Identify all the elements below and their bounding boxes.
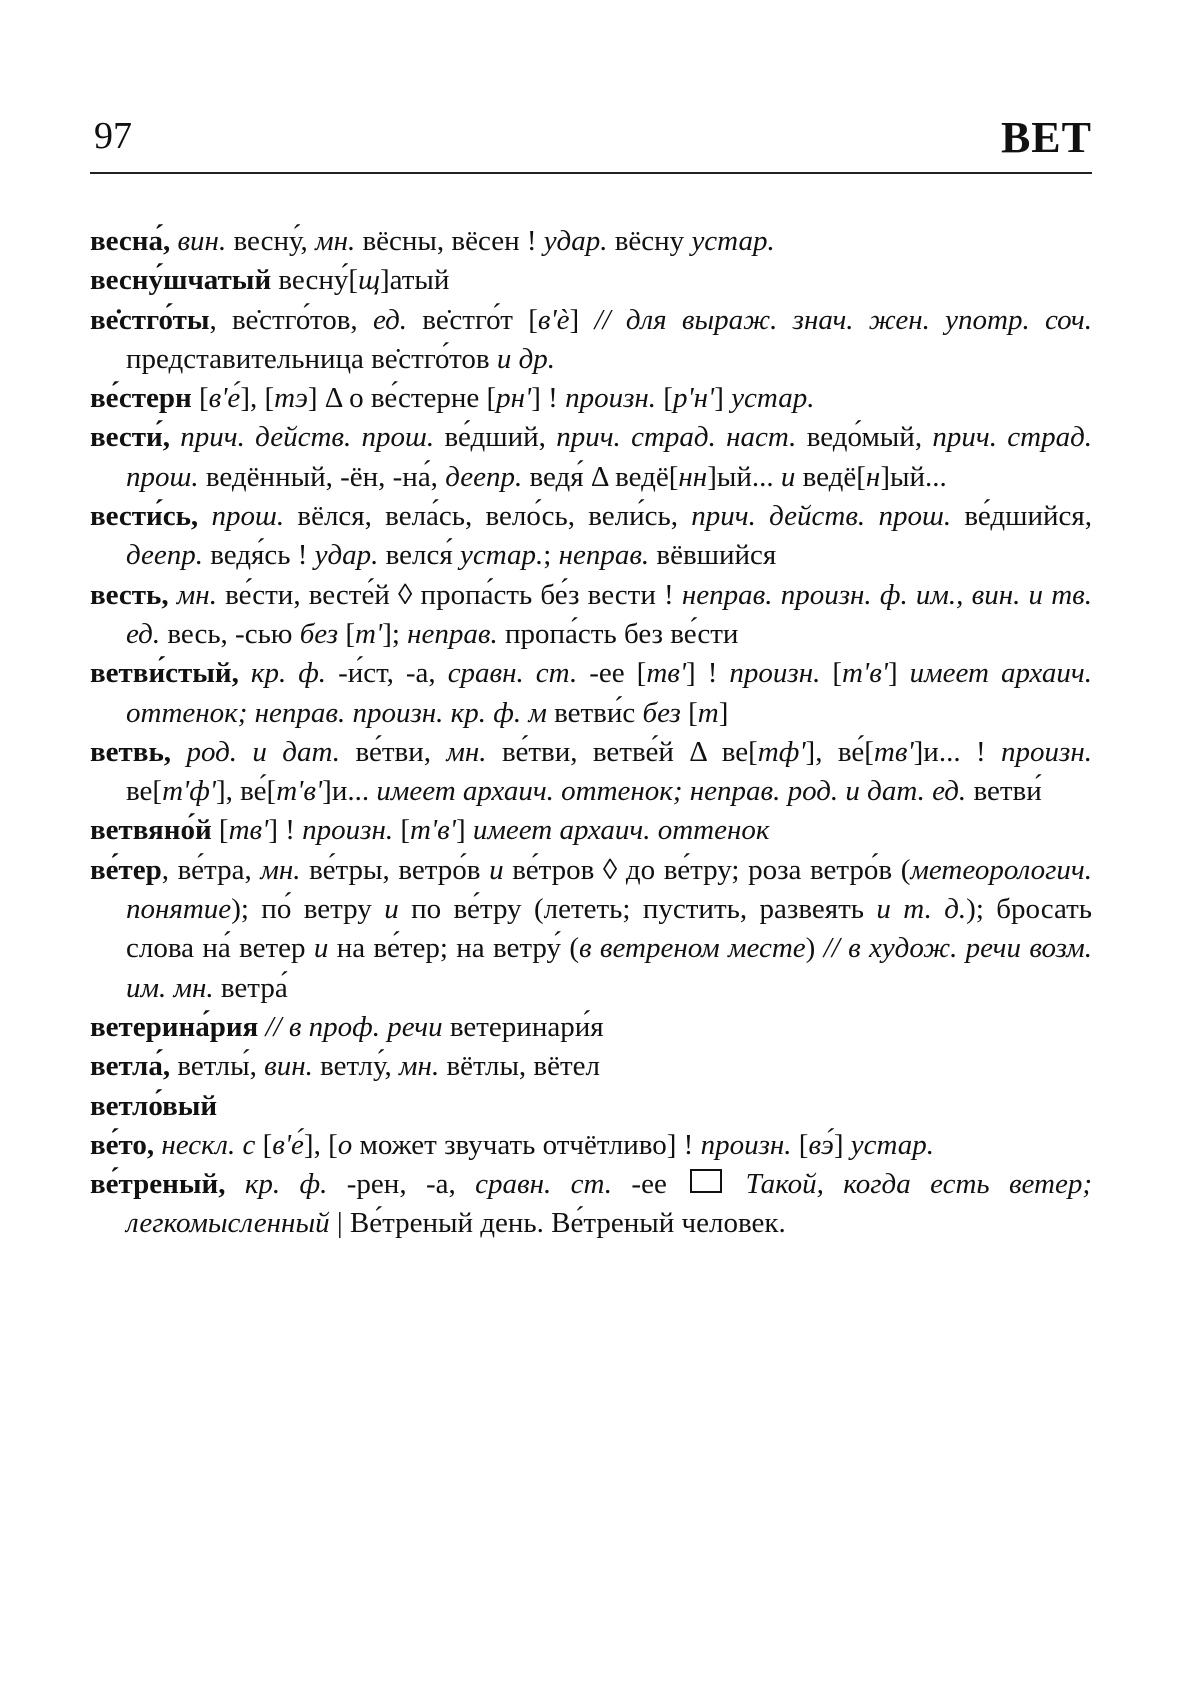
grammar-label: и — [384, 893, 399, 926]
entry-text: ]ый... — [707, 460, 781, 493]
entry-text: вётлы, вётел — [439, 1050, 601, 1083]
entry-text: [ — [338, 617, 356, 650]
grammar-label: произн. — [700, 1128, 792, 1161]
dictionary-entry — [90, 1087, 1092, 1126]
entry-text: по ве́тру (лететь; пустить, развеять — [398, 893, 877, 926]
grammar-label: т — [697, 696, 719, 729]
grammar-label: нескл. с — [161, 1128, 256, 1161]
grammar-label: без — [642, 696, 681, 729]
entry-text: ветеринари́я — [442, 1010, 604, 1043]
grammar-label: без — [299, 617, 339, 650]
entry-list — [90, 222, 1092, 1244]
grammar-label: и др. — [496, 342, 556, 375]
entry-text: | Ве́треный день. Ве́треный человек. — [329, 1207, 786, 1240]
entry-text: ]ый... — [880, 460, 947, 493]
headword-punctuation: , — [163, 735, 187, 768]
entry-headword: весть — [90, 578, 162, 611]
grammar-label: Такой, когда есть ветер; легкомысленный — [126, 1168, 1093, 1240]
grammar-label: т'ф' — [162, 775, 216, 808]
grammar-label: произн. — [565, 382, 657, 415]
grammar-label: имеет архаич. оттенок — [472, 814, 770, 847]
grammar-label: неправ. — [407, 617, 498, 650]
entry-text: ], [ — [303, 1128, 338, 1161]
entry-text: [ — [211, 814, 229, 847]
entry-headword: ве́стерн — [90, 382, 192, 415]
dictionary-entry — [90, 301, 1092, 380]
grammar-label: устар. — [731, 382, 815, 415]
entry-headword: ветвь — [90, 735, 164, 768]
entry-text: ве́тви, ветве́й Δ ве[ — [486, 735, 758, 768]
entry-headword: ветви́стый — [90, 657, 232, 690]
entry-text: ] — [833, 1128, 851, 1161]
entry-text: ве́дший, — [434, 421, 557, 454]
entry-text: , ве́тра, — [161, 853, 261, 886]
grammar-label: прич. действ. прош. — [691, 500, 952, 533]
entry-headword: ве́тер — [90, 853, 162, 886]
running-head: ВЕТ — [1000, 113, 1092, 162]
grammar-label: мн. — [399, 1050, 440, 1083]
page-number: 97 — [94, 115, 132, 157]
grammar-label: тв' — [646, 657, 687, 690]
entry-headword: ве́треный — [90, 1168, 219, 1201]
headword-punctuation: , — [190, 500, 212, 533]
grammar-label: мн. — [260, 853, 301, 886]
entry-text: ветви́с — [546, 696, 643, 729]
page-header — [90, 112, 1092, 174]
entry-text: ] Δ о ве́стерне [ — [307, 382, 497, 415]
entry-text: ведо́мый, — [796, 421, 933, 454]
entry-text: [ — [191, 382, 209, 415]
entry-text: ], ве́[ — [216, 775, 277, 808]
entry-text: весну́, — [226, 225, 316, 257]
entry-text: ведя́сь ! — [203, 539, 315, 572]
grammar-label: мн. — [315, 225, 356, 257]
dictionary-entry — [90, 1126, 1092, 1165]
grammar-label: вин. — [264, 1050, 313, 1083]
entry-text: вёсны, вёсен ! — [355, 225, 544, 257]
grammar-label: и — [489, 853, 504, 886]
entry-text: -и́ст, -а, — [326, 657, 448, 690]
dictionary-entry — [90, 576, 1092, 655]
headword-punctuation: , — [162, 1050, 178, 1083]
entry-text: весну́[ — [271, 264, 359, 297]
dictionary-entry — [90, 1165, 1092, 1244]
entry-text: ве́тров ◊ до ве́тру; роза ветро́в ( — [503, 853, 911, 886]
headword-punctuation: , — [161, 578, 177, 611]
grammar-label: щ — [358, 264, 380, 297]
entry-text: ве[ — [126, 775, 163, 808]
entry-text: весь, -сью — [160, 617, 300, 650]
entry-text: [ — [255, 1128, 273, 1161]
entry-text: ] — [887, 657, 910, 690]
entry-text: [ — [393, 814, 411, 847]
grammar-label: прош. — [211, 500, 285, 533]
entry-text: ]атый — [379, 264, 450, 297]
entry-text: ве́тры, ветро́в — [300, 853, 490, 886]
entry-text: ] — [569, 303, 595, 336]
entry-headword: весну́шчатый — [90, 264, 272, 297]
grammar-label: род. и дат. — [186, 735, 341, 768]
grammar-label: мн. — [176, 578, 217, 611]
entry-headword: ветвяно́й — [90, 814, 212, 847]
dictionary-entry — [90, 811, 1092, 850]
grammar-label: устар. — [459, 539, 544, 572]
grammar-label: устар. — [850, 1128, 935, 1161]
grammar-label: т'в' — [410, 814, 456, 847]
grammar-label: имеет архаич. оттенок; неправ. род. и дат. ед. — [376, 775, 967, 808]
grammar-label: мн. — [446, 735, 487, 768]
grammar-label: прич. страд. наст. — [556, 421, 797, 454]
entry-headword: вести́ — [90, 421, 163, 454]
entry-text: вёсну — [607, 225, 692, 257]
entry-text: ве́сти, весте́й ◊ пропа́сть бе́з вести ! — [216, 578, 682, 611]
grammar-label: // для выраж. знач. жен. употр. соч. — [594, 303, 1092, 336]
dictionary-entry — [90, 1008, 1092, 1047]
grammar-label: сравн. ст. — [447, 657, 578, 690]
entry-text: ]и... ! — [913, 735, 1002, 768]
entry-text: ветлы́, — [177, 1050, 265, 1083]
dictionary-entry — [90, 261, 1092, 300]
entry-text: [ — [680, 696, 698, 729]
entry-text: ведё[ — [795, 460, 866, 493]
headword-punctuation: , — [231, 657, 251, 690]
entry-text: ] ! — [531, 382, 566, 415]
entry-text: -рен, -а, — [327, 1168, 476, 1201]
headword-punctuation: , — [218, 1168, 245, 1201]
entry-text: ]и... — [322, 775, 377, 808]
dictionary-entry — [90, 379, 1092, 418]
entry-headword: весна́ — [90, 225, 163, 257]
dictionary-entry — [90, 497, 1092, 576]
grammar-label: н — [865, 460, 881, 493]
grammar-label: рн' — [496, 382, 532, 415]
entry-text: ведённый, -ён, -на́, — [198, 460, 446, 493]
entry-text: ве̇стго́т [ — [407, 303, 538, 336]
grammar-label: // в проф. речи — [265, 1010, 443, 1043]
grammar-label: в ветреном месте — [579, 932, 806, 965]
grammar-label: произн. — [1001, 735, 1092, 768]
entry-text: ] — [455, 814, 473, 847]
grammar-label: и — [313, 932, 329, 965]
grammar-label: и — [780, 460, 796, 493]
entry-headword: ве̇стго́ты — [90, 303, 210, 336]
entry-headword: ветла́ — [90, 1050, 163, 1083]
grammar-label: ед. — [372, 303, 408, 336]
grammar-label: удар. — [543, 225, 608, 257]
entry-text: [ — [656, 382, 673, 415]
grammar-label: нн — [678, 460, 708, 493]
entry-text: ] ! — [686, 657, 730, 690]
grammar-label: т' — [355, 617, 383, 650]
entry-text: пропа́сть без ве́сти — [497, 617, 739, 650]
entry-headword: ве́то — [90, 1128, 147, 1161]
grammar-label: метеорологич. понятие — [126, 853, 1093, 926]
entry-text: велся́ — [378, 539, 460, 572]
entry-headword: вести́сь — [90, 500, 191, 533]
grammar-label: тф' — [757, 735, 806, 768]
entry-text: ], ве́[ — [805, 735, 874, 768]
entry-text: -ее [ — [577, 657, 647, 690]
entry-text: ] ! — [268, 814, 303, 847]
entry-text: [ — [820, 657, 843, 690]
grammar-label: в'е́ — [272, 1128, 304, 1161]
entry-text: представительница ве̇стго́тов — [126, 342, 497, 375]
entry-text: вёвшийся — [649, 539, 777, 572]
entry-text: ); по́ ветру — [231, 893, 385, 926]
entry-text: -ее — [612, 1168, 687, 1201]
grammar-label: р'н' — [672, 382, 715, 415]
dictionary-entry — [90, 851, 1092, 1008]
entry-text: , ве̇стго́тов, — [209, 303, 373, 336]
headword-punctuation: , — [146, 1128, 162, 1161]
grammar-label: кр. ф. — [244, 1168, 328, 1201]
entry-text: ) — [805, 932, 824, 965]
entry-text: ] — [718, 696, 729, 729]
dictionary-entry — [90, 222, 1092, 261]
grammar-label: деепр. — [445, 460, 523, 493]
grammar-label: т'в' — [842, 657, 888, 690]
entry-text: ветра́ — [213, 971, 288, 1004]
grammar-label: в'е́ — [208, 382, 241, 415]
grammar-label: тв' — [873, 735, 914, 768]
entry-text: ], [ — [240, 382, 275, 415]
entry-text: ]; — [382, 617, 408, 650]
grammar-label: деепр. — [126, 539, 204, 572]
entry-headword: ветерина́рия — [90, 1010, 259, 1043]
entry-text: ветлу́, — [312, 1050, 400, 1083]
grammar-label: произн. — [729, 657, 821, 690]
dictionary-entry — [90, 418, 1092, 497]
dictionary-entry — [90, 733, 1092, 812]
headword-punctuation: , — [162, 421, 181, 454]
entry-text: вёлся, вела́сь, вело́сь, вели́сь, — [284, 500, 692, 533]
entry-text: ве́тви, — [340, 735, 447, 768]
entry-text: ведя́ Δ ведё[ — [522, 460, 679, 493]
definition-box-icon — [690, 1169, 722, 1193]
grammar-label: произн. — [302, 814, 394, 847]
entry-text: ); бросать слова на́ ветер — [126, 893, 1092, 965]
entry-text: ветви́ — [966, 775, 1042, 808]
grammar-label: тэ — [274, 382, 308, 415]
grammar-label: о — [337, 1128, 353, 1161]
grammar-label: и т. д. — [876, 893, 967, 926]
grammar-label: // в худож. речи возм. им. мн. — [126, 932, 1093, 1004]
grammar-label: устар. — [691, 225, 775, 257]
grammar-label: имеет архаич. оттенок; неправ. произн. кр. ф. м — [126, 657, 1092, 729]
entry-text: ве́дшийся, — [951, 500, 1092, 533]
grammar-label: прич. страд. прош. — [126, 421, 1093, 493]
grammar-label: сравн. ст. — [475, 1168, 613, 1201]
headword-punctuation: , — [162, 225, 178, 257]
grammar-label: неправ. — [558, 539, 650, 572]
entry-text: на ве́тер; на ветру́ ( — [328, 932, 580, 965]
grammar-label: кр. ф. — [250, 657, 327, 690]
grammar-label: вин. — [177, 225, 227, 257]
grammar-label: вэ́ — [808, 1128, 834, 1161]
entry-text: ] — [714, 382, 732, 415]
entry-text: может звучать отчётливо] ! — [352, 1128, 701, 1161]
dictionary-entry — [90, 654, 1092, 733]
grammar-label: в'ѐ — [537, 303, 570, 336]
grammar-label: неправ. произн. ф. им., вин. и тв. ед. — [126, 578, 1093, 650]
grammar-label: прич. действ. прош. — [180, 421, 435, 454]
grammar-label: удар. — [314, 539, 379, 572]
entry-headword: ветло́вый — [90, 1089, 218, 1122]
entry-text: [ — [791, 1128, 809, 1161]
grammar-label: тв' — [228, 814, 269, 847]
grammar-label: т'в' — [276, 775, 323, 808]
entry-text: ; — [543, 539, 559, 572]
dictionary-entry — [90, 1047, 1092, 1086]
